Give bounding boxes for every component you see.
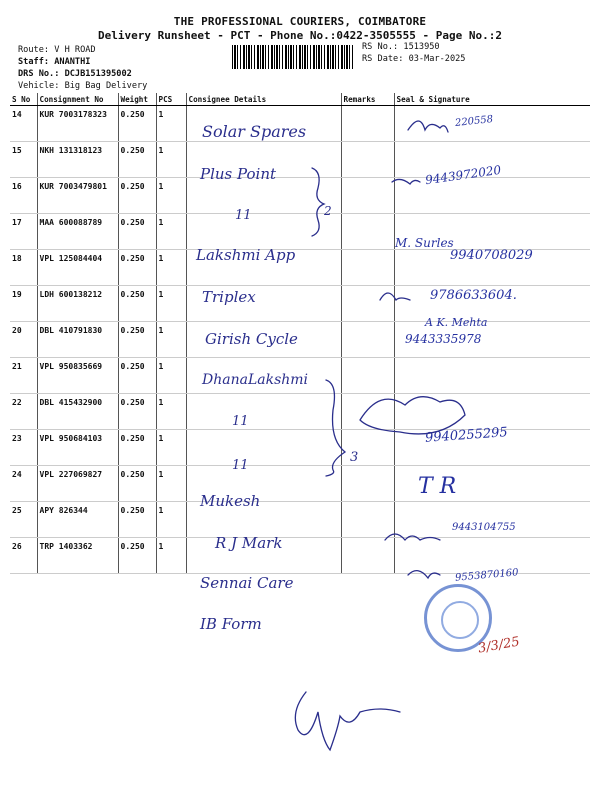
row-consignment-no: TRP 1403362 (37, 538, 118, 574)
row-weight: 0.250 (118, 322, 156, 358)
row-sno: 18 (10, 250, 37, 286)
handwritten-consignee: 11 (232, 414, 249, 429)
handwritten-signature: 9786633604. (430, 288, 517, 303)
row-seal-signature (394, 178, 590, 214)
row-remarks (341, 430, 394, 466)
row-weight: 0.250 (118, 358, 156, 394)
row-remarks (341, 286, 394, 322)
row-sno: 21 (10, 358, 37, 394)
row-consignee (186, 214, 341, 250)
row-weight: 0.250 (118, 142, 156, 178)
row-remarks (341, 358, 394, 394)
row-pcs: 1 (156, 286, 186, 322)
table-row (10, 178, 590, 214)
row-pcs: 1 (156, 466, 186, 502)
row-remarks (341, 538, 394, 574)
drs-number: DRS No.: DCJB151395002 (18, 69, 132, 79)
table-header-row (10, 93, 590, 106)
row-pcs: 1 (156, 538, 186, 574)
row-pcs: 1 (156, 394, 186, 430)
row-consignment-no: VPL 950684103 (37, 430, 118, 466)
row-seal-signature (394, 394, 590, 430)
row-consignment-no: DBL 410791830 (37, 322, 118, 358)
table-row (10, 142, 590, 178)
row-consignment-no: VPL 950835669 (37, 358, 118, 394)
handwritten-consignee: 11 (232, 458, 249, 473)
row-pcs: 1 (156, 214, 186, 250)
handwritten-consignee: Solar Spares (202, 122, 307, 141)
table-row (10, 466, 590, 502)
row-remarks (341, 178, 394, 214)
row-weight: 0.250 (118, 538, 156, 574)
col-header-seal-signature: Seal & Signature (394, 93, 590, 106)
row-consignment-no: DBL 415432900 (37, 394, 118, 430)
col-header-remarks: Remarks (341, 93, 394, 106)
row-weight: 0.250 (118, 178, 156, 214)
handwritten-consignee: IB Form (200, 615, 262, 633)
row-consignment-no: LDH 600138212 (37, 286, 118, 322)
row-sno: 20 (10, 322, 37, 358)
row-pcs: 1 (156, 358, 186, 394)
handwritten-consignee: Girish Cycle (205, 330, 298, 348)
col-header-consignment: Consignment No (37, 93, 118, 106)
handwritten-signature: A K. Mehta (425, 316, 488, 329)
bottom-signature (295, 692, 400, 750)
row-pcs: 1 (156, 106, 186, 142)
handwritten-signature: 9443104755 (452, 522, 516, 533)
row-pcs: 1 (156, 430, 186, 466)
row-consignee (186, 430, 341, 466)
rs-date: RS Date: 03-Mar-2025 (362, 54, 466, 64)
row-sno: 17 (10, 214, 37, 250)
row-sno: 25 (10, 502, 37, 538)
row-remarks (341, 106, 394, 142)
handwritten-signature: 220558 (454, 114, 494, 129)
handwritten-signature: M. Surles (395, 236, 454, 250)
row-weight: 0.250 (118, 394, 156, 430)
route-label: Route: V H ROAD (18, 45, 96, 55)
row-weight: 0.250 (118, 214, 156, 250)
col-header-weight: Weight (118, 93, 156, 106)
row-sno: 24 (10, 466, 37, 502)
col-header-pcs: PCS (156, 93, 186, 106)
handwritten-consignee: 11 (235, 208, 252, 223)
row-remarks (341, 394, 394, 430)
row-weight: 0.250 (118, 430, 156, 466)
row-remarks (341, 322, 394, 358)
row-sno: 15 (10, 142, 37, 178)
row-pcs: 1 (156, 502, 186, 538)
row-consignment-no: MAA 600088789 (37, 214, 118, 250)
row-sno: 22 (10, 394, 37, 430)
row-pcs: 1 (156, 322, 186, 358)
row-remarks (341, 466, 394, 502)
vehicle-label: Vehicle: Big Bag Delivery (18, 81, 148, 91)
row-pcs: 1 (156, 178, 186, 214)
row-sno: 26 (10, 538, 37, 574)
row-consignment-no: VPL 125084404 (37, 250, 118, 286)
handwritten-consignee: Sennai Care (200, 574, 294, 592)
row-weight: 0.250 (118, 502, 156, 538)
handwritten-signature: 9940708029 (450, 248, 533, 263)
table-row (10, 214, 590, 250)
company-title: THE PROFESSIONAL COURIERS, COIMBATORE (173, 15, 427, 28)
row-sno: 16 (10, 178, 37, 214)
row-remarks (341, 142, 394, 178)
row-seal-signature (394, 358, 590, 394)
handwritten-count: 3 (350, 450, 359, 465)
rs-number: RS No.: 1513950 (362, 42, 440, 52)
handwritten-consignee: Lakshmi App (196, 246, 296, 264)
row-consignee (186, 394, 341, 430)
runsheet-subtitle: Delivery Runsheet - PCT - Phone No.:0422-3505555 - Page No.:2 (98, 29, 502, 42)
runsheet-table (10, 93, 590, 574)
handwritten-consignee: Triplex (202, 288, 256, 306)
handwritten-consignee: DhanaLakshmi (202, 372, 309, 388)
col-header-sno: S No (10, 93, 37, 106)
row-pcs: 1 (156, 142, 186, 178)
handwritten-date: 3/3/25 (477, 634, 521, 657)
barcode-icon (232, 45, 354, 69)
handwritten-consignee: Mukesh (200, 492, 261, 510)
row-seal-signature (394, 538, 590, 574)
handwritten-signature: 9443335978 (405, 332, 482, 346)
row-remarks (341, 214, 394, 250)
row-consignment-no: KUR 7003479801 (37, 178, 118, 214)
handwritten-signature: 9553870160 (454, 567, 519, 584)
row-remarks (341, 250, 394, 286)
row-remarks (341, 502, 394, 538)
row-sno: 14 (10, 106, 37, 142)
row-consignment-no: KUR 7003178323 (37, 106, 118, 142)
handwritten-signature: 9940255295 (424, 425, 509, 446)
col-header-consignee: Consignee Details (186, 93, 341, 106)
row-weight: 0.250 (118, 286, 156, 322)
table-row (10, 394, 590, 430)
table-row (10, 322, 590, 358)
row-sno: 23 (10, 430, 37, 466)
handwritten-consignee: R J Mark (215, 534, 283, 552)
row-sno: 19 (10, 286, 37, 322)
handwritten-consignee: Plus Point (200, 165, 277, 183)
row-weight: 0.250 (118, 106, 156, 142)
staff-label: Staff: ANANTHI (18, 57, 91, 67)
handwritten-signature: T R (418, 474, 457, 499)
handwritten-count: 2 (324, 204, 332, 218)
handwritten-signature: 9443972020 (424, 162, 502, 188)
row-weight: 0.250 (118, 250, 156, 286)
row-pcs: 1 (156, 250, 186, 286)
row-consignment-no: VPL 227069827 (37, 466, 118, 502)
row-consignment-no: NKH 131318123 (37, 142, 118, 178)
row-consignment-no: APY 826344 (37, 502, 118, 538)
row-weight: 0.250 (118, 466, 156, 502)
